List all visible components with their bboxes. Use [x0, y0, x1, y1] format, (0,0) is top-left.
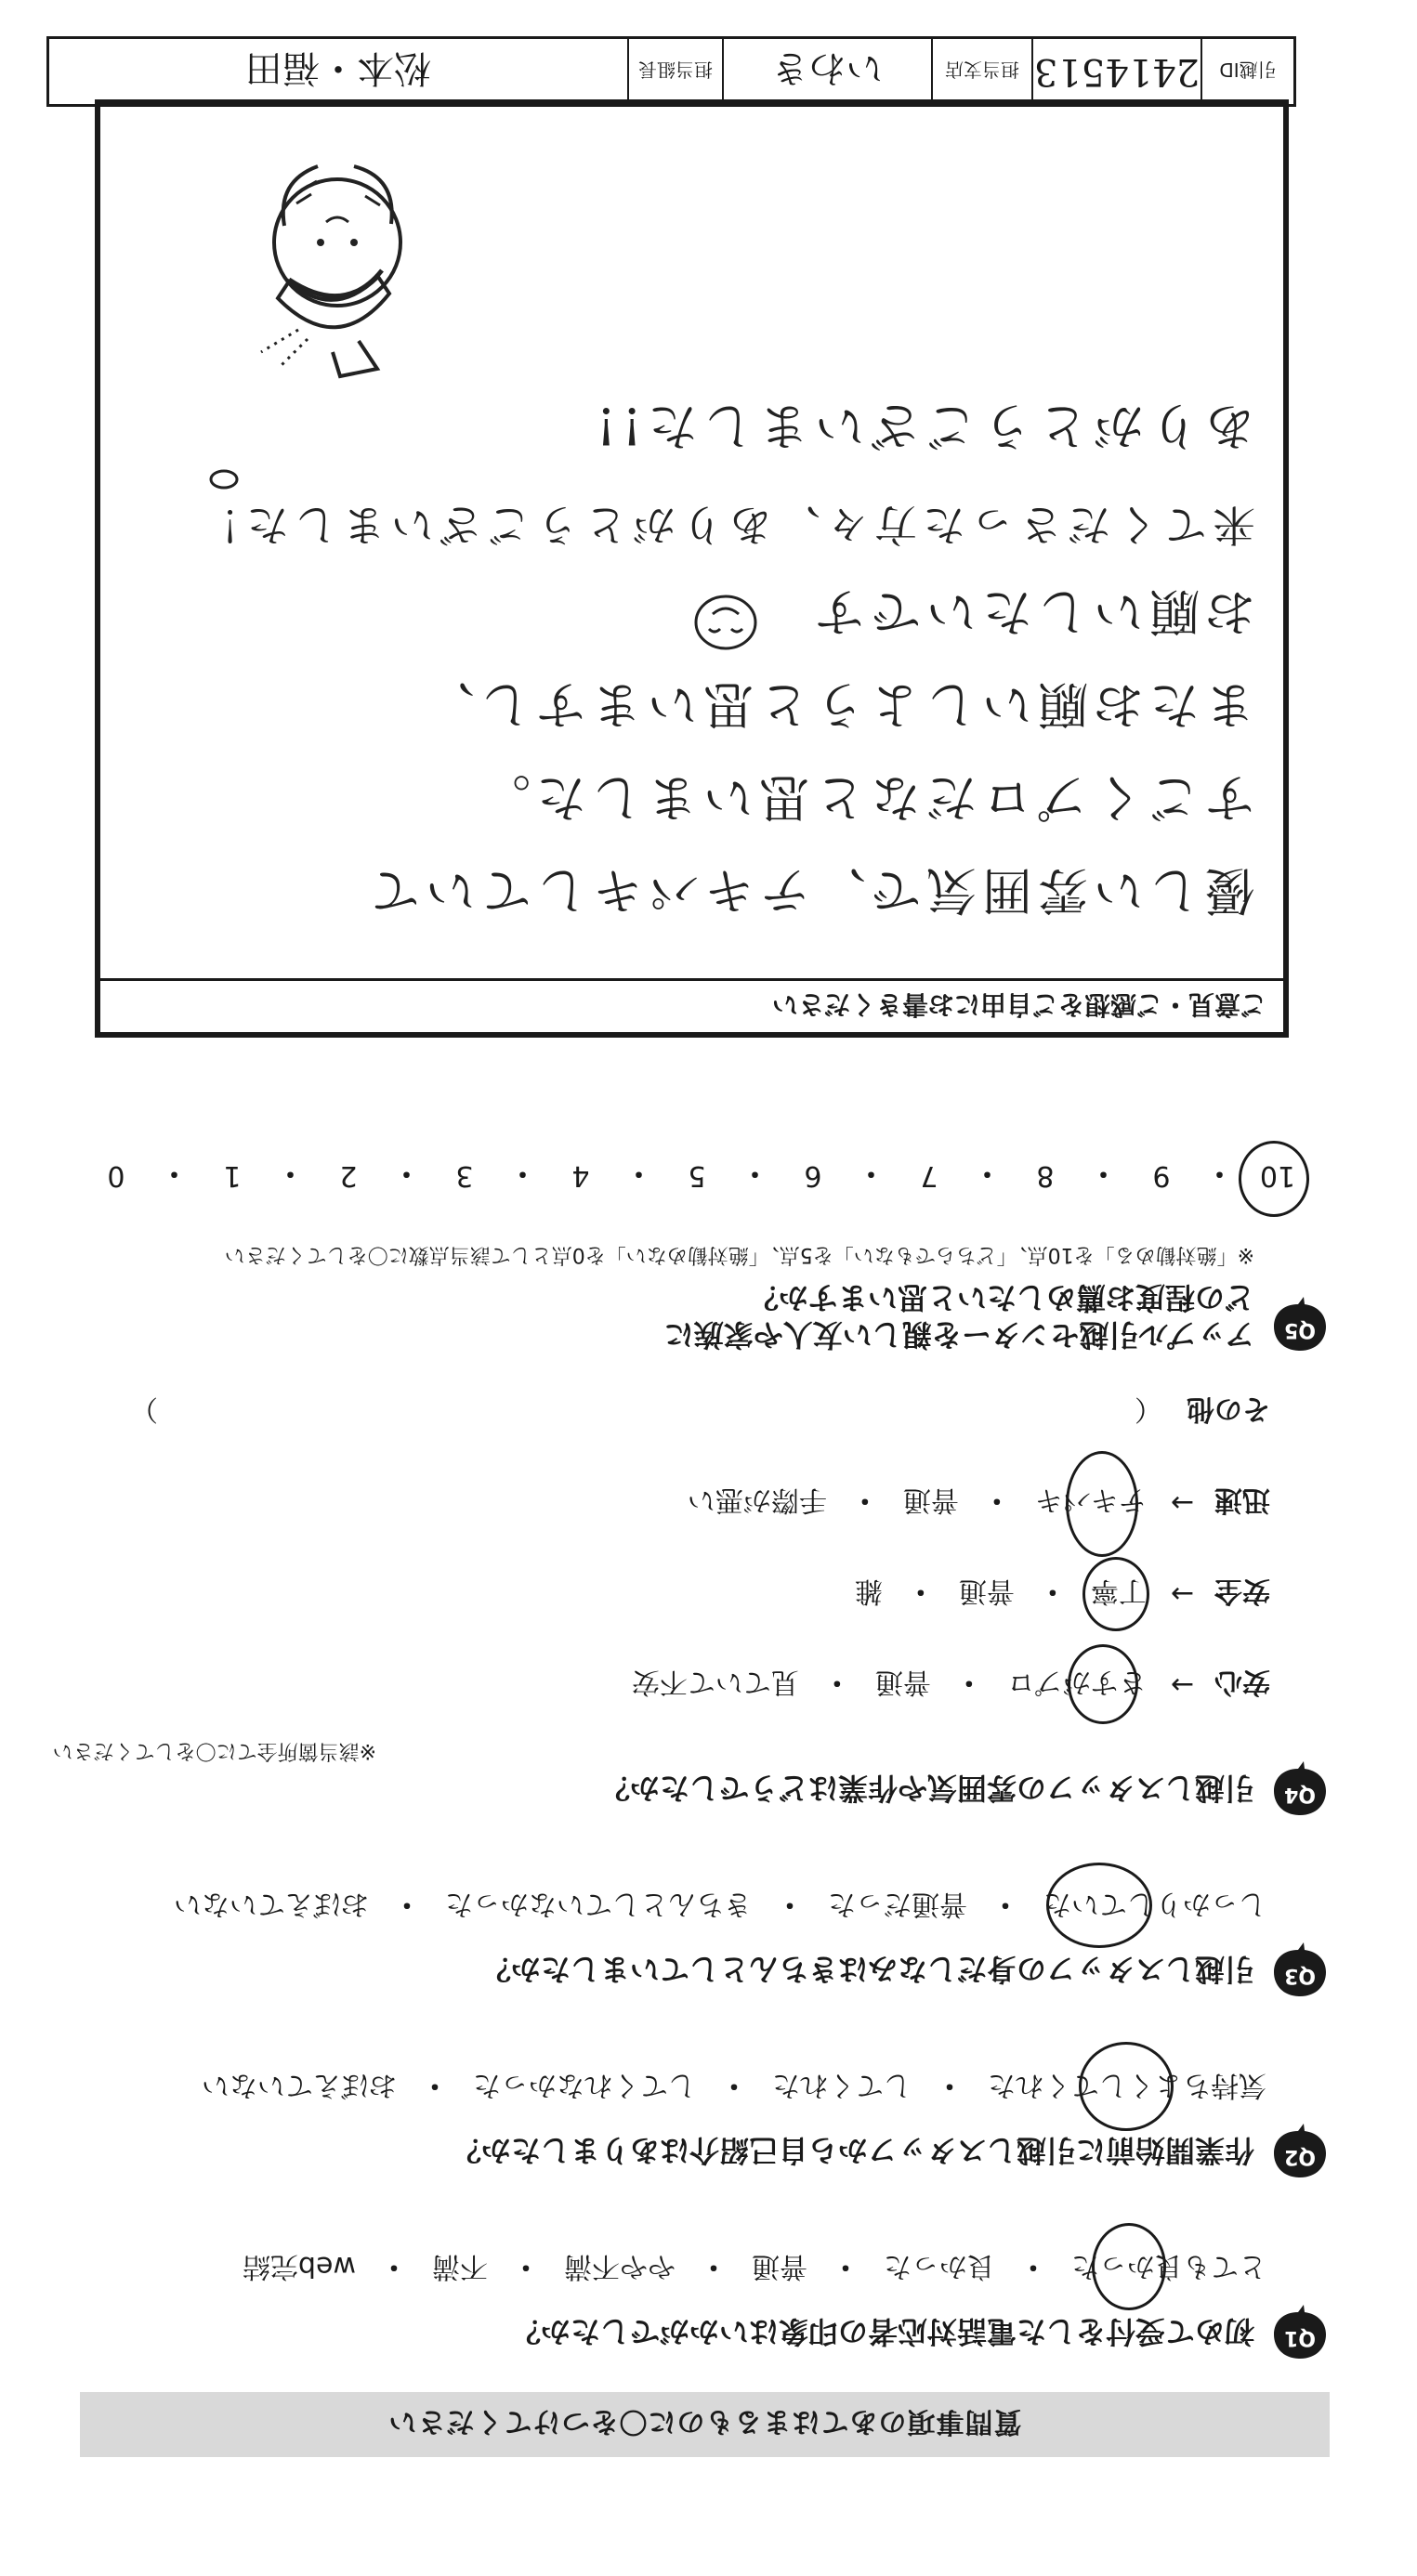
- q4-row-jinsoku-arrow: →: [1170, 1486, 1194, 1520]
- id-value-cell: [1031, 39, 1201, 104]
- q1-option-3[interactable]: 普通: [752, 2250, 807, 2282]
- q1-option-4[interactable]: やや不満: [564, 2250, 676, 2282]
- q2-number: Q2: [1284, 2145, 1317, 2168]
- smiley-face-icon: [689, 590, 763, 655]
- q5-score-3[interactable]: 3: [455, 1159, 474, 1193]
- q1-option-2[interactable]: 良かった: [884, 2250, 995, 2282]
- small-circle-doodle-icon: [205, 465, 243, 493]
- q4-row-jinsoku-label: 迅速: [1214, 1484, 1270, 1516]
- q4-text: 引越しスタッフの雰囲気や作業はどうでしたか？: [599, 1771, 1254, 1806]
- comment-line-5: 来てくださった方々、ありがとうございました！: [192, 500, 1255, 550]
- id-label: 引越ID: [1219, 59, 1277, 82]
- q2-badge-icon: [1270, 2122, 1330, 2181]
- q5-badge-icon: [1270, 1295, 1330, 1354]
- comment-line-6: ありがとうございました!!: [590, 397, 1255, 455]
- q4-anzen-option-1[interactable]: 丁寧: [1090, 1575, 1147, 1607]
- q2-options: 気持ちよくしてくれた ・ してくれた ・ してくれなかった ・ おぼえていない: [130, 2068, 1270, 2109]
- q5-scale: 10 ・ 9 ・ 8 ・ 7 ・ 6 ・ 5 ・ 4 ・ 3 ・ 2 ・ 1 ・ 0: [98, 1156, 1296, 1196]
- q5-text-line2: どの程度お薦めしたいと思いますか？: [748, 1280, 1254, 1315]
- comments-title: ご意見・ご感想をご自由にお書きください: [100, 978, 1283, 1032]
- q4-other-label: その他: [1187, 1393, 1270, 1425]
- q2-text: 作業開始前に引越しスタッフから自己紹介はありましたか？: [451, 2133, 1254, 2168]
- q4-anzen-option-3[interactable]: 雑: [854, 1575, 883, 1607]
- q4-row-anzen-label: 安全: [1214, 1575, 1270, 1607]
- q4-badge-icon: [1270, 1759, 1330, 1819]
- q3-option-1[interactable]: しっかりしていた: [1043, 1888, 1266, 1920]
- id-value: 2414513: [1033, 50, 1201, 93]
- branch-value: いわき: [771, 46, 884, 90]
- q3-badge-icon: [1270, 1941, 1330, 2000]
- q3-number: Q3: [1284, 1964, 1317, 1987]
- q4-other-paren-open: （: [1135, 1393, 1162, 1425]
- q5-score-5[interactable]: 5: [688, 1159, 706, 1193]
- q4-anshin-option-1[interactable]: さすがプロ: [1006, 1666, 1147, 1698]
- mascot-drawing-icon: [233, 131, 447, 382]
- comments-box: [95, 99, 1289, 1038]
- q3-option-4[interactable]: おぼえていない: [174, 1888, 369, 1920]
- q5-text-line1: アップル引越センターを親しい友人や家族に: [663, 1317, 1254, 1353]
- q1-text: 初めて受付をした電話対応者の印象はいかがでしたか？: [510, 2314, 1254, 2349]
- q5-score-8[interactable]: 8: [1036, 1159, 1055, 1193]
- q1-option-1[interactable]: とても良かった: [1071, 2250, 1266, 2282]
- comment-line-2: すごくプロだなと思いました。: [475, 768, 1255, 827]
- q4-row-other: [130, 1392, 1270, 1432]
- team-value: 松本・福田: [245, 46, 431, 90]
- id-label-cell: [1201, 39, 1293, 104]
- q2-option-1[interactable]: 気持ちよくしてくれた: [988, 2069, 1266, 2101]
- q5-score-0[interactable]: 0: [107, 1159, 125, 1193]
- q5-score-4[interactable]: 4: [571, 1159, 590, 1193]
- q5-score-7[interactable]: 7: [920, 1159, 938, 1193]
- q4-row-anshin-arrow: →: [1170, 1668, 1194, 1702]
- team-label: 担当組長: [638, 59, 713, 82]
- instruction-text: 質問事項のあてはまるものに〇をつけてください: [387, 2405, 1022, 2438]
- q5-score-10[interactable]: 10: [1259, 1159, 1296, 1193]
- q4-anshin-option-2[interactable]: 普通: [874, 1666, 931, 1698]
- q4-row-anzen-arrow: →: [1170, 1577, 1194, 1611]
- team-label-cell: [627, 39, 722, 104]
- q5-score-2[interactable]: 2: [339, 1159, 358, 1193]
- id-table: [46, 36, 1296, 107]
- q2-option-2[interactable]: してくれた: [772, 2069, 912, 2101]
- q3-options: しっかりしていた ・ 普通だった ・ きちんとしていなかった ・ おぼえていない: [130, 1887, 1270, 1928]
- q2-option-4[interactable]: おぼえていない: [202, 2069, 397, 2101]
- team-value-cell: [49, 39, 627, 104]
- q1-option-5[interactable]: 不満: [432, 2250, 488, 2282]
- q5-number: Q5: [1284, 1318, 1317, 1341]
- comment-line-1: 優しい雰囲気で、テキパキしていて: [364, 861, 1255, 920]
- q4-note: ※該当箇所全てに〇をしてください: [52, 1739, 376, 1762]
- q5-score-1[interactable]: 1: [223, 1159, 242, 1193]
- q4-row-anzen: 安全 → 丁寧 ・ 普通 ・ 雑: [130, 1574, 1270, 1615]
- instruction-header: [80, 2392, 1330, 2457]
- q2-option-3[interactable]: してくれなかった: [473, 2069, 696, 2101]
- q4-anzen-option-2[interactable]: 普通: [958, 1575, 1015, 1607]
- q4-number: Q4: [1284, 1783, 1317, 1806]
- q5-score-9[interactable]: 9: [1152, 1159, 1171, 1193]
- q3-option-3[interactable]: きちんとしていなかった: [445, 1888, 752, 1920]
- branch-value-cell: [722, 39, 931, 104]
- q4-row-jinsoku: 迅速 → テキパキ ・ 普通 ・ 手際が悪い: [130, 1483, 1270, 1523]
- comment-line-4: お願いしたいです: [809, 582, 1255, 641]
- q4-row-anshin-label: 安心: [1214, 1666, 1270, 1698]
- q4-row-anshin: 安心 → さすがプロ ・ 普通 ・ 見ていて不安: [130, 1665, 1270, 1706]
- q3-option-2[interactable]: 普通だった: [828, 1888, 967, 1920]
- q1-badge-icon: [1270, 2303, 1330, 2362]
- q1-number: Q1: [1284, 2326, 1317, 2349]
- q4-jinsoku-option-1[interactable]: テキパキ: [1034, 1484, 1147, 1516]
- q4-other-paren-close: ）: [130, 1393, 158, 1425]
- branch-label: 担当支店: [945, 59, 1019, 82]
- comment-line-3: またお願いしようと思いますし、: [419, 675, 1255, 734]
- q3-text: 引越しスタッフの身だしなみはきちんとしていましたか？: [480, 1952, 1254, 1987]
- q5-score-6[interactable]: 6: [804, 1159, 822, 1193]
- q5-note: ※「絶対勧める」を10点、「どちらでもない」を5点、「絶対勧めない」を0点として該当点数に〇をしてください: [224, 1243, 1254, 1266]
- branch-label-cell: [931, 39, 1031, 104]
- q4-anshin-option-3[interactable]: 見ていて不安: [631, 1666, 799, 1698]
- q4-jinsoku-option-2[interactable]: 普通: [902, 1484, 959, 1516]
- q1-options: とても良かった ・ 良かった ・ 普通 ・ やや不満 ・ 不満 ・ web完結: [130, 2249, 1270, 2290]
- q1-option-6[interactable]: web完結: [242, 2250, 356, 2282]
- q4-jinsoku-option-3[interactable]: 手際が悪い: [687, 1484, 827, 1516]
